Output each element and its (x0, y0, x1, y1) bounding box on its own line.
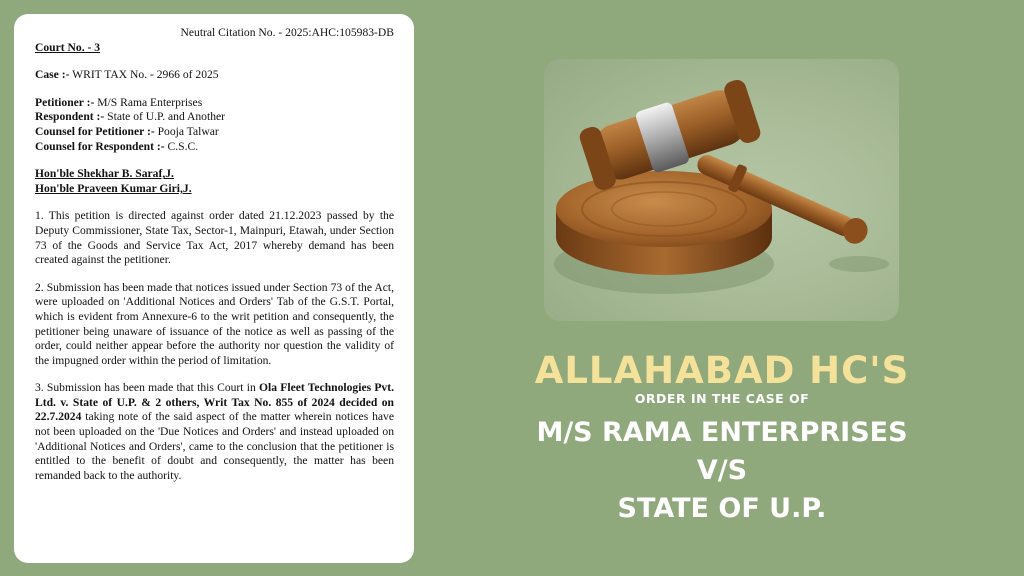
counsel-petitioner-line (35, 125, 394, 140)
respondent-name: State of U.P. and Another (104, 110, 226, 124)
respondent-label: Respondent :- (35, 110, 105, 124)
case-number: WRIT TAX No. - 2966 of 2025 (69, 68, 219, 82)
respondent-line (35, 110, 394, 125)
paragraph-2: 2. Submission has been made that notices issued under Section 73 of the Act, were uploaded on 'Additional Notices and Orders' Tab of the G.S.T. Portal, which is evident from Annexure-6 to the writ petition and consequently, the petitioner being unaware of issuance of the notice as well as passing of the order, could neither appear before the authority nor question the validity of the impugned order within the period of limitation. (35, 280, 394, 367)
headline-subtitle: ORDER IN THE CASE OF (634, 391, 810, 406)
headline-versus: V/S (696, 455, 748, 486)
paragraph-3-end: taking note of the said aspect of the matter wherein notices have not been uploaded on the 'Due Notices and Orders' and instead uploaded on 'Additional Notices and Orders', came to the conclusion that the petitioner is entitled to the benefit of doubt and consequently, the matter has been remanded back to the authority. (35, 410, 394, 482)
paragraph-3-start: 3. Submission has been made that this Court in (35, 381, 259, 395)
court-number: Court No. - 3 (35, 40, 101, 54)
petitioner-label: Petitioner :- (35, 95, 95, 109)
case-label: Case :- (35, 68, 70, 82)
court-order-document (14, 14, 414, 563)
gavel-image (544, 59, 899, 321)
judge-1: Hon'ble Shekhar B. Saraf,J. (35, 167, 174, 181)
headline-party-1: M/S RAMA ENTERPRISES (536, 417, 908, 448)
petitioner-name: M/S Rama Enterprises (94, 95, 203, 109)
counsel-respondent-line (35, 140, 394, 155)
counsel-respondent-label: Counsel for Respondent :- (35, 139, 165, 153)
paragraph-3 (35, 381, 394, 483)
headline-party-2: STATE OF U.P. (617, 493, 827, 524)
gavel-icon (544, 59, 899, 321)
case-line (35, 68, 394, 83)
counsel-petitioner-label: Counsel for Petitioner :- (35, 124, 155, 138)
headline-court: ALLAHABAD HC'S (534, 349, 910, 392)
neutral-citation: Neutral Citation No. - 2025:AHC:105983-DB (180, 26, 394, 39)
petitioner-line (35, 96, 394, 111)
cited-case: Ola Fleet Technologies Pvt. Ltd. v. State of U.P. & 2 others, Writ Tax No. 855 of 2024 decided on 22.7.2024 (35, 381, 394, 424)
counsel-petitioner-name: Pooja Talwar (154, 124, 219, 138)
paragraph-1: 1. This petition is directed against order dated 21.12.2023 passed by the Deputy Commissioner, State Tax, Sector-1, Mainpuri, Etawah, under Section 73 of the Goods and Service Tax Act, 2017 whereby demand has been created against the petitioner. (35, 209, 394, 267)
judge-2: Hon'ble Praveen Kumar Giri,J. (35, 181, 192, 195)
counsel-respondent-name: C.S.C. (164, 139, 199, 153)
